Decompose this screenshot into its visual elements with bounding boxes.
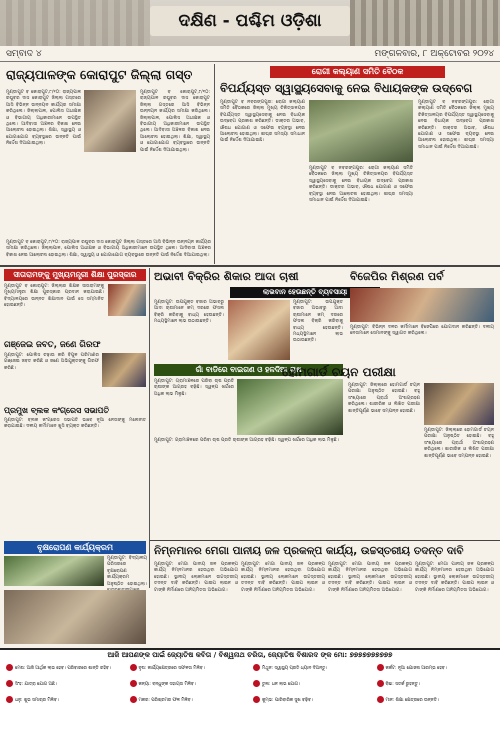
- dateline: [0, 47, 500, 62]
- water-body-col4: ମୁଣ୍ଡାପୁଟ: ମେଗା ପାନୀୟ ଜଳ ପ୍ରକଳ୍ପ କାର୍ଯ୍ୟ ନିମ୍ନମାନର ହେଉଥିବା ଅଭିଯୋଗ ହୋଇଛି। ସ୍ଥାନୀୟ ଲୋକମାନେ ଉଚ୍ଚସ୍ତରୀୟ ତଦନ୍ତ ଦାବି କରିଛନ୍ତି। ପାଇପ ଲାଇନ ଓ ଟାଙ୍କି ନିର୍ମାଣରେ ଅନିୟମିତତା ଅଭିଯୋଗ।: [415, 562, 494, 593]
- water-body-col3: ମୁଣ୍ଡାପୁଟ: ମେଗା ପାନୀୟ ଜଳ ପ୍ରକଳ୍ପ କାର୍ଯ୍ୟ ନିମ୍ନମାନର ହେଉଥିବା ଅଭିଯୋଗ ହୋଇଛି। ସ୍ଥାନୀୟ ଲୋକମାନେ ଉଚ୍ଚସ୍ତରୀୟ ତଦନ୍ତ ଦାବି କରିଛନ୍ତି। ପାଇପ ଲାଇନ ଓ ଟାଙ୍କି ନିର୍ମାଣରେ ଅନିୟମିତତା ଅଭିଯୋଗ।: [328, 562, 412, 593]
- horoscope-item: [130, 680, 248, 696]
- horoscope-text: ମିଥୁନ: ସ୍ୱାସ୍ଥ୍ୟ ପ୍ରତି ଧ୍ୟାନ ଦିଅନ୍ତୁ।: [262, 666, 328, 671]
- congress-headline: ପ୍ରମୁଖ ବ୍ଲକ କଂଗ୍ରେସ ସଭାପତି: [4, 406, 110, 415]
- ganja-body: ମୁଣ୍ଡାପୁଟ: ପୋଲିସ ଚଢ଼ାଉ କରି ବିପୁଳ ପରିମାଣର ଗଞ୍ଜେଇ ଜବତ କରିଛି ଓ ଜଣେ ଅଭିଯୁକ୍ତଙ୍କୁ ଗିରଫ କରିଛି।: [4, 353, 99, 371]
- trees-body: ମୁଣ୍ଡାପୁଟ: ବିଦ୍ୟାଳୟ ପରିସରରେ ବୃକ୍ଷରୋପଣ କାର୍ଯ୍ୟକ୍ରମ ଅନୁଷ୍ଠିତ ହୋଇଥିଲା।: [107, 556, 147, 587]
- water-body-col2: ମୁଣ୍ଡାପୁଟ: ମେଗା ପାନୀୟ ଜଳ ପ୍ରକଳ୍ପ କାର୍ଯ୍ୟ ନିମ୍ନମାନର ହେଉଥିବା ଅଭିଯୋଗ ହୋଇଛି। ସ୍ଥାନୀୟ ଲୋକମାନେ ଉଚ୍ଚସ୍ତରୀୟ ତଦନ୍ତ ଦାବି କରିଛନ୍ତି। ପାଇପ ଲାଇନ ଓ ଟାଙ୍କି ନିର୍ମାଣରେ ଅନିୟମିତତା ଅଭିଯୋଗ।: [241, 562, 325, 593]
- zodiac-icon: [6, 680, 13, 687]
- homeguard-photo: [424, 383, 494, 425]
- health-headline: ବିପର୍ଯ୍ୟସ୍ତ ସ୍ୱାସ୍ଥ୍ୟସେବାକୁ ନେଇ ବିଧାୟକଙ୍କ ଉଦ୍‌ବେଗ: [220, 81, 473, 95]
- horoscope-item: [377, 664, 495, 680]
- horoscope-text: ଧନୁ: ଶୁଭ ସମାଚାର ମିଳିବ।: [15, 698, 59, 703]
- horoscope-grid: [6, 664, 494, 728]
- congress-body: ମୁଣ୍ଡାପୁଟ: ବ୍ଲକ କଂଗ୍ରେସ ସଭାପତି ଭାବେ ନୂଆ ନେତାଙ୍କୁ ମନୋନୀତ କରାଯାଇଛି। ଦଳୀୟ କର୍ମୀମାନେ ଖୁସି ବ୍ୟକ୍ତ କରିଛନ୍ତି।: [4, 418, 146, 430]
- masthead-photo-right: [350, 0, 500, 46]
- homeguard-body-col2: ମୁଣ୍ଡାପୁଟ: ଜିଲ୍ଲାରେ ହୋମଗାର୍ଡ ଚୟନ ପରୀକ୍ଷା ଅନୁଷ୍ଠିତ ହୋଇଛି। ବହୁ ସଂଖ୍ୟାରେ ପ୍ରାର୍ଥୀ ଅଂଶଗ୍ରହଣ କରିଥିଲେ। ଶାରୀରିକ ଓ ଲିଖିତ ପରୀକ୍ଷା ଶାନ୍ତିପୂର୍ଣ୍ଣ ଭାବେ ସମ୍ପନ୍ନ ହୋଇଛି।: [424, 428, 494, 459]
- zodiac-icon: [130, 680, 137, 687]
- homeguard-body: ମୁଣ୍ଡାପୁଟ: ଜିଲ୍ଲାରେ ହୋମଗାର୍ଡ ଚୟନ ପରୀକ୍ଷା ଅନୁଷ୍ଠିତ ହୋଇଛି। ବହୁ ସଂଖ୍ୟାରେ ପ୍ରାର୍ଥୀ ଅଂଶଗ୍ରହଣ କରିଥିଲେ। ଶାରୀରିକ ଓ ଲିଖିତ ପରୀକ୍ଷା ଶାନ୍ତିପୂର୍ଣ୍ଣ ଭାବେ ସମ୍ପନ୍ନ ହୋଇଛି।: [348, 383, 420, 414]
- horoscope-text: ତୁଳା: ଧନ ଲାଭ ଯୋଗ।: [262, 682, 300, 687]
- teacher-headline: ସୀତାରାମଙ୍କୁ ମୁଖ୍ୟମନ୍ତ୍ରୀ ଶିକ୍ଷା ପୁରସ୍କାର: [4, 269, 146, 281]
- ginger-photo: [228, 300, 290, 360]
- homeguard-headline: ହୋମଗାର୍ଡ ଚୟନ ପରୀକ୍ଷା: [282, 365, 396, 379]
- horoscope-item: [377, 680, 495, 696]
- horoscope-item: [253, 680, 371, 696]
- page-section-label: ସମ୍ବାଦ ୪: [6, 49, 42, 59]
- water-photo: [4, 590, 146, 644]
- farmers-body: ମୁଣ୍ଡାପୁଟ: ଉପଯୁକ୍ତ ବଜାର ଅଭାବରୁ ଆଦା ଚାଷୀମାନେ କମ୍ ଦରରେ ଫସଲ ବିକ୍ରି କରିବାକୁ ବାଧ୍ୟ ହେଉଛନ୍ତି। ମଧ୍ୟସ୍ଥିମାନେ ଲାଭ ଉଠାଉଛନ୍ତି।: [154, 300, 224, 325]
- horoscope-item: [253, 664, 371, 680]
- health-body-col2: ମୁଣ୍ଡାପୁଟ ବ ନବରଙ୍ଗପୁର: ରୋଗୀ କଲ୍ୟାଣ ସମିତି ବୈଠକରେ ଜିଲ୍ଲା ମୁଖ୍ୟ ଚିକିତ୍ସାଳୟର ବିପର୍ଯ୍ୟସ୍ତ ସ୍ୱାସ୍ଥ୍ୟସେବାକୁ ନେଇ ବିଧାୟକ ଉଦ୍‌ବେଗ ପ୍ରକାଶ କରିଛନ୍ତି। ଡାକ୍ତର ଅଭାବ, ଔଷଧ ଯୋଗାଣ ଓ ସଫେଇ ବ୍ୟବସ୍ଥା ନେଇ ଆଲୋଚନା ହୋଇଥିଲା। ଶୀଘ୍ର ସମସ୍ୟା ସମାଧାନ ପାଇଁ ନିର୍ଦ୍ଦେଶ ଦିଆଯାଇଛି।: [309, 166, 413, 204]
- vegetables-body: ମୁଣ୍ଡାପୁଟ: ଗ୍ରାମାଞ୍ଚଳରେ ପରିବା ଚାଷ ପ୍ରତି ଚାଷୀଙ୍କ ଆଗ୍ରହ ବଢ଼ିଛି। ସ୍ୱଳ୍ପ ଖର୍ଚ୍ଚରେ ଅଧିକ ଲାଭ ମିଳୁଛି।: [154, 379, 234, 397]
- vegetables-body-col2: ମୁଣ୍ଡାପୁଟ: ଗ୍ରାମାଞ୍ଚଳରେ ପରିବା ଚାଷ ପ୍ରତି ଚାଷୀଙ୍କ ଆଗ୍ରହ ବଢ଼ିଛି। ସ୍ୱଳ୍ପ ଖର୍ଚ୍ଚରେ ଅଧିକ ଲାଭ ମିଳୁଛି।: [154, 438, 339, 443]
- farmers-headline: ଅଭାବୀ ବିକ୍ରିର ଶିକାର ଆଦା ଚାଷୀ: [154, 270, 299, 283]
- teacher-body: ମୁଣ୍ଡାପୁଟ ବ କୋରାପୁଟ: ଜିଲ୍ଲାର ଶିକ୍ଷକ ସୀତାରାମଙ୍କୁ ମୁଖ୍ୟମନ୍ତ୍ରୀ ଶିକ୍ଷା ପୁରସ୍କାର ପ୍ରଦାନ କରାଯାଇଛି। ବିଦ୍ୟାଳୟରେ ଉନ୍ନତ ଶିକ୍ଷାଦାନ ପାଇଁ ସେ ସମ୍ମାନିତ ହୋଇଛନ୍ତି।: [4, 284, 104, 309]
- horoscope-item: [130, 696, 248, 712]
- zodiac-icon: [130, 696, 137, 703]
- trees-photo: [4, 556, 104, 586]
- water-body: ମୁଣ୍ଡାପୁଟ: ମେଗା ପାନୀୟ ଜଳ ପ୍ରକଳ୍ପ କାର୍ଯ୍ୟ ନିମ୍ନମାନର ହେଉଥିବା ଅଭିଯୋଗ ହୋଇଛି। ସ୍ଥାନୀୟ ଲୋକମାନେ ଉଚ୍ଚସ୍ତରୀୟ ତଦନ୍ତ ଦାବି କରିଛନ୍ତି। ପାଇପ ଲାଇନ ଓ ଟାଙ୍କି ନିର୍ମାଣରେ ଅନିୟମିତତା ଅଭିଯୋଗ।: [154, 562, 238, 593]
- horoscope-text: ସିଂହ: ଯାତ୍ରା ଯୋଗ ଅଛି।: [15, 682, 57, 687]
- zodiac-icon: [253, 664, 260, 671]
- vegetables-headline: ଗାଁ ବାଡିରେ ବାଇଗଣ ଓ ହଳଦିଆ ଚାଷ: [154, 364, 343, 376]
- trees-headline: ବୃକ୍ଷରୋପଣ କାର୍ଯ୍ୟକ୍ରମ: [4, 541, 146, 554]
- column-divider: [214, 64, 215, 264]
- horoscope-text: ମୀନ: ଶିକ୍ଷା କ୍ଷେତ୍ରରେ ଉନ୍ନତି।: [385, 698, 439, 703]
- zodiac-icon: [253, 696, 260, 703]
- zodiac-icon: [130, 664, 137, 671]
- koraput-headline: ରାଜ୍ୟପାଳଙ୍କ କୋରାପୁଟ ଜିଲ୍ଲା ଗସ୍ତ: [6, 67, 193, 82]
- horoscope-item: [253, 696, 371, 712]
- horoscope-item: [6, 696, 124, 712]
- section-rule: [0, 265, 500, 267]
- profit-banner: ଲାଭବାନ ହେଉଛନ୍ତି ବ୍ୟବସାୟୀ: [230, 287, 380, 298]
- bjp-photo: [350, 288, 494, 322]
- zodiac-icon: [377, 664, 384, 671]
- horoscope-item: [377, 696, 495, 712]
- zodiac-icon: [6, 664, 13, 671]
- vegetables-photo: [237, 379, 343, 435]
- zodiac-icon: [377, 680, 384, 687]
- horoscope-text: ମେଷ: ଆଜି ଆର୍ଥିକ ଲାଭ ହେବ। ପରିବାରରେ ଶାନ୍ତି ରହିବ।: [15, 666, 111, 671]
- horoscope-item: [6, 680, 124, 696]
- ganja-headline: ଗଞ୍ଜେଇ ଜବତ, ଜଣେ ଗିରଫ: [4, 340, 101, 350]
- koraput-body-col3: ମୁଣ୍ଡାପୁଟ ବ କୋରାପୁଟ,୮/୧୦: ରାଜ୍ୟପାଳ ରଘୁବର ଦାସ କୋରାପୁଟ ଜିଲ୍ଲା ଗସ୍ତରେ ଆସି ବିଭିନ୍ନ ଉନ୍ନୟନ କାର୍ଯ୍ୟର ସମୀକ୍ଷା କରିଥିଲେ। ଜିଲ୍ଲାପାଳ, ପୋଲିସ ଅଧୀକ୍ଷକ ଓ ବିଭାଗୀୟ ଅଧିକାରୀମାନେ ଉପସ୍ଥିତ ଥିଲେ। ଆଦିବାସୀ ଅଞ୍ଚଳର ବିକାଶ ନେଇ ଆଲୋଚନା ହୋଇଥିଲା। ଶିକ୍ଷା, ସ୍ୱାସ୍ଥ୍ୟ ଓ ଯୋଗାଯୋଗ ବ୍ୟବସ୍ଥାରେ ଉନ୍ନତି ପାଇଁ ନିର୍ଦ୍ଦେଶ ଦିଆଯାଇଥିଲା।: [6, 240, 211, 258]
- issue-date: ମଙ୍ଗଳବାର, ୮ ଅକ୍ଟୋବର ୨୦୨୪: [374, 49, 494, 59]
- horoscope-text: କର୍କଟ: ନୂଆ ଯୋଜନା ଆରମ୍ଭ ହେବ।: [385, 666, 447, 671]
- health-meeting-photo: [309, 100, 413, 162]
- horoscope-text: ବିଛା: ସତର୍କ ରୁହନ୍ତୁ।: [385, 682, 420, 687]
- governor-photo: [84, 90, 136, 152]
- zodiac-icon: [6, 696, 13, 703]
- horoscope-text: କୁମ୍ଭ: ପାରିବାରିକ ସୁଖ ବଢ଼ିବ।: [262, 698, 313, 703]
- zodiac-icon: [253, 680, 260, 687]
- ad-title: ଆଜି ଆପଣଙ୍କ ପାଇଁ ଜ୍ୟୋତିଷ କବିତା / ବିଶ୍ୱନାଥ ଚରିତା, ଜ୍ୟୋତିଷ ବିଶାରଦ ଙ୍କ ମୋ: ୭୭୭୭୭୭୭୭୭୭: [107, 651, 393, 659]
- health-body-col3: ମୁଣ୍ଡାପୁଟ ବ ନବରଙ୍ଗପୁର: ରୋଗୀ କଲ୍ୟାଣ ସମିତି ବୈଠକରେ ଜିଲ୍ଲା ମୁଖ୍ୟ ଚିକିତ୍ସାଳୟର ବିପର୍ଯ୍ୟସ୍ତ ସ୍ୱାସ୍ଥ୍ୟସେବାକୁ ନେଇ ବିଧାୟକ ଉଦ୍‌ବେଗ ପ୍ରକାଶ କରିଛନ୍ତି। ଡାକ୍ତର ଅଭାବ, ଔଷଧ ଯୋଗାଣ ଓ ସଫେଇ ବ୍ୟବସ୍ଥା ନେଇ ଆଲୋଚନା ହୋଇଥିଲା। ଶୀଘ୍ର ସମସ୍ୟା ସମାଧାନ ପାଇଁ ନିର୍ଦ୍ଦେଶ ଦିଆଯାଇଛି।: [418, 100, 494, 150]
- koraput-body: ମୁଣ୍ଡାପୁଟ ବ କୋରାପୁଟ,୮/୧୦: ରାଜ୍ୟପାଳ ରଘୁବର ଦାସ କୋରାପୁଟ ଜିଲ୍ଲା ଗସ୍ତରେ ଆସି ବିଭିନ୍ନ ଉନ୍ନୟନ କାର୍ଯ୍ୟର ସମୀକ୍ଷା କରିଥିଲେ। ଜିଲ୍ଲାପାଳ, ପୋଲିସ ଅଧୀକ୍ଷକ ଓ ବିଭାଗୀୟ ଅଧିକାରୀମାନେ ଉପସ୍ଥିତ ଥିଲେ। ଆଦିବାସୀ ଅଞ୍ଚଳର ବିକାଶ ନେଇ ଆଲୋଚନା ହୋଇଥିଲା। ଶିକ୍ଷା, ସ୍ୱାସ୍ଥ୍ୟ ଓ ଯୋଗାଯୋଗ ବ୍ୟବସ୍ଥାରେ ଉନ୍ନତି ପାଇଁ ନିର୍ଦ୍ଦେଶ ଦିଆଯାଇଥିଲା।: [6, 90, 81, 147]
- horoscope-item: [130, 664, 248, 680]
- water-headline: ନିମ୍ନମାନର ମେଗା ପାନୀୟ ଜଳ ପ୍ରକଳ୍ପ କାର୍ଯ୍ୟ, ଉଚ୍ଚସ୍ତରୀୟ ତଦନ୍ତ ଦାବି: [154, 545, 464, 557]
- teacher-photo: [108, 284, 146, 316]
- bjp-headline: ବିଜେପିର ମିଶ୍ରଣ ପର୍ବ: [350, 270, 444, 283]
- horoscope-text: କନ୍ୟା: ବନ୍ଧୁଙ୍କ ସହାୟତା ମିଳିବ।: [138, 682, 196, 687]
- health-body: ମୁଣ୍ଡାପୁଟ ବ ନବରଙ୍ଗପୁର: ରୋଗୀ କଲ୍ୟାଣ ସମିତି ବୈଠକରେ ଜିଲ୍ଲା ମୁଖ୍ୟ ଚିକିତ୍ସାଳୟର ବିପର୍ଯ୍ୟସ୍ତ ସ୍ୱାସ୍ଥ୍ୟସେବାକୁ ନେଇ ବିଧାୟକ ଉଦ୍‌ବେଗ ପ୍ରକାଶ କରିଛନ୍ତି। ଡାକ୍ତର ଅଭାବ, ଔଷଧ ଯୋଗାଣ ଓ ସଫେଇ ବ୍ୟବସ୍ଥା ନେଇ ଆଲୋଚନା ହୋଇଥିଲା। ଶୀଘ୍ର ସମସ୍ୟା ସମାଧାନ ପାଇଁ ନିର୍ଦ୍ଦେଶ ଦିଆଯାଇଛି।: [220, 100, 305, 144]
- section-rule-2: [150, 540, 500, 541]
- bjp-body: ମୁଣ୍ଡାପୁଟ: ବିଭିନ୍ନ ଦଳର କର୍ମୀମାନେ ବିଜେପିରେ ଯୋଗଦାନ କରିଛନ୍ତି। ଦଳୀୟ ନେତାମାନେ ସେମାନଙ୍କୁ ସ୍ୱାଗତ କରିଥିଲେ।: [350, 325, 494, 337]
- horoscope-text: ବୃଷ: କାର୍ଯ୍ୟକ୍ଷେତ୍ରରେ ସଫଳତା ମିଳିବ।: [138, 666, 205, 671]
- horoscope-item: [6, 664, 124, 680]
- zodiac-icon: [377, 696, 384, 703]
- health-kicker: ରୋଗୀ କଲ୍ୟାଣ ସମିତି ବୈଠକ: [270, 66, 445, 78]
- ganja-photo: [102, 353, 146, 387]
- horoscope-text: ମକର: ପରିଶ୍ରମର ଫଳ ମିଳିବ।: [138, 698, 193, 703]
- page-title: ଦକ୍ଷିଣ - ପଶ୍ଚିମ ଓଡ଼ିଶା: [150, 6, 350, 36]
- masthead: [0, 0, 500, 46]
- masthead-photo-left: [0, 0, 150, 46]
- farmers-body-col2: ମୁଣ୍ଡାପୁଟ: ଉପଯୁକ୍ତ ବଜାର ଅଭାବରୁ ଆଦା ଚାଷୀମାନେ କମ୍ ଦରରେ ଫସଲ ବିକ୍ରି କରିବାକୁ ବାଧ୍ୟ ହେଉଛନ୍ତି। ମଧ୍ୟସ୍ଥିମାନେ ଲାଭ ଉଠାଉଛନ୍ତି।: [293, 300, 343, 344]
- koraput-body-col2: ମୁଣ୍ଡାପୁଟ ବ କୋରାପୁଟ,୮/୧୦: ରାଜ୍ୟପାଳ ରଘୁବର ଦାସ କୋରାପୁଟ ଜିଲ୍ଲା ଗସ୍ତରେ ଆସି ବିଭିନ୍ନ ଉନ୍ନୟନ କାର୍ଯ୍ୟର ସମୀକ୍ଷା କରିଥିଲେ। ଜିଲ୍ଲାପାଳ, ପୋଲିସ ଅଧୀକ୍ଷକ ଓ ବିଭାଗୀୟ ଅଧିକାରୀମାନେ ଉପସ୍ଥିତ ଥିଲେ। ଆଦିବାସୀ ଅଞ୍ଚଳର ବିକାଶ ନେଇ ଆଲୋଚନା ହୋଇଥିଲା। ଶିକ୍ଷା, ସ୍ୱାସ୍ଥ୍ୟ ଓ ଯୋଗାଯୋଗ ବ୍ୟବସ୍ଥାରେ ଉନ୍ନତି ପାଇଁ ନିର୍ଦ୍ଦେଶ ଦିଆଯାଇଥିଲା।: [140, 90, 210, 153]
